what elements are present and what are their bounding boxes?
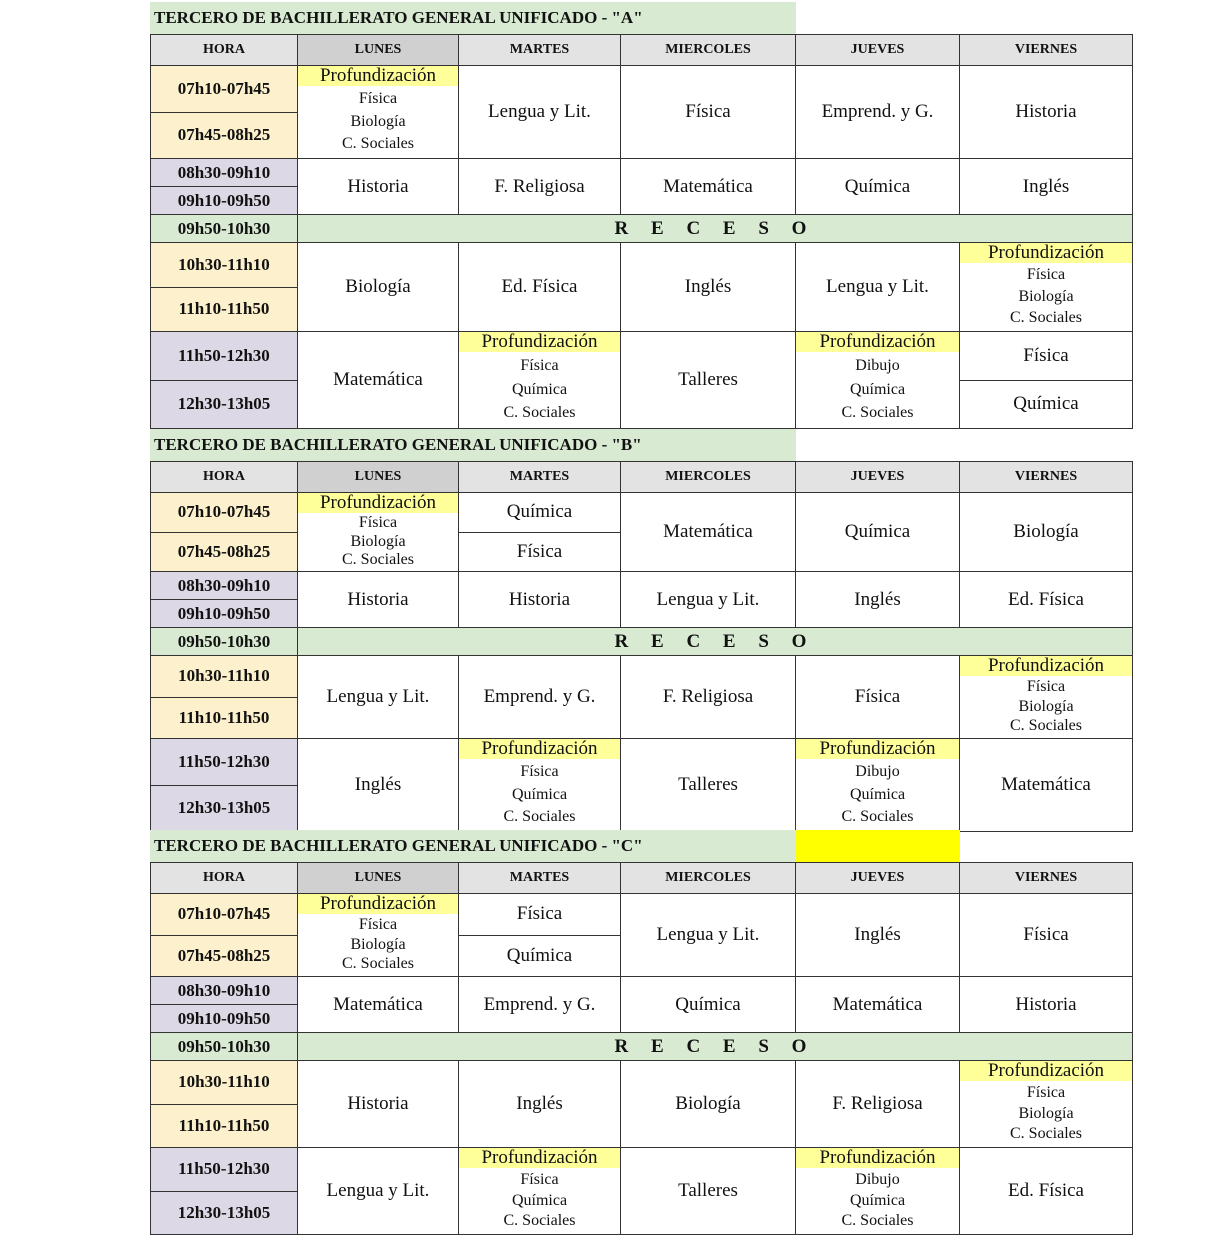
elective-option: C. Sociales [841,403,914,421]
time-slot: 11h50-12h30 [151,739,298,786]
class-cell: Historia [298,1061,459,1148]
elective-option: Dibujo [855,1170,900,1188]
class-cell: Matemática [298,332,459,429]
class-cell-profundizacion [298,894,459,977]
class-cell: Talleres [621,332,796,429]
timetable [150,34,1133,429]
elective-option: Biología [1018,287,1074,305]
day-header-martes: MARTES [459,863,621,894]
day-header-lunes: LUNES [298,863,459,894]
time-slot: 07h45-08h25 [151,532,298,572]
class-cell: Talleres [621,1148,796,1235]
class-cell-profundizacion [796,332,960,429]
class-cell: Ed. Física [960,1148,1133,1235]
class-cell: Emprend. y G. [459,977,621,1033]
timetable [150,461,1133,832]
class-cell: Física [960,894,1133,977]
schedule-title-row [150,429,1132,461]
class-cell: Inglés [960,159,1133,215]
class-cell: Ed. Física [459,243,621,332]
class-cell: Historia [298,572,459,628]
schedule-a [150,2,1132,429]
time-slot: 12h30-13h05 [151,1191,298,1235]
class-cell-profundizacion [459,332,621,429]
time-slot: 10h30-11h10 [151,1061,298,1105]
day-header-viernes: VIERNES [960,863,1133,894]
class-cell: Historia [298,159,459,215]
elective-option: C. Sociales [342,134,414,152]
hora-header: HORA [151,462,298,493]
class-cell: Matemática [960,739,1133,832]
time-slot: 07h10-07h45 [151,493,298,533]
time-slot: 09h50-10h30 [151,1033,298,1061]
class-cell: Biología [621,1061,796,1148]
time-slot: 08h30-09h10 [151,572,298,600]
time-slot: 08h30-09h10 [151,159,298,187]
time-slot: 12h30-13h05 [151,785,298,832]
day-header-lunes: LUNES [298,462,459,493]
day-header-jueves: JUEVES [796,35,960,66]
elective-option: Dibujo [855,357,900,375]
class-cell-profundizacion [298,493,459,572]
class-cell: Matemática [621,493,796,572]
elective-option: C. Sociales [503,807,576,825]
timetable [150,862,1133,1235]
time-slot: 07h45-08h25 [151,935,298,977]
class-cell: Química [796,159,960,215]
recess-row: R E C E S O [298,215,1133,243]
time-slot: 11h50-12h30 [151,1148,298,1192]
profundizacion-label: Profundización [298,894,458,914]
class-cell-profundizacion [960,656,1133,739]
elective-option: Física [520,1170,559,1188]
class-cell: Lengua y Lit. [621,572,796,628]
day-header-lunes: LUNES [298,35,459,66]
elective-option: C. Sociales [1010,717,1082,735]
elective-option: Biología [350,532,406,550]
schedule-c [150,830,1132,1235]
class-cell: Inglés [298,739,459,832]
class-cell: F. Religiosa [459,159,621,215]
class-cell-profundizacion [796,739,960,832]
elective-option: Química [849,380,906,398]
yellow-highlight-block [796,830,960,862]
class-cell-profundizacion [960,243,1133,332]
elective-option: Física [1026,677,1066,695]
elective-option: Química [849,1191,906,1209]
day-header-viernes: VIERNES [960,462,1133,493]
elective-option: Biología [350,112,406,130]
class-cell-profundizacion [459,1148,621,1235]
profundizacion-label: Profundización [298,66,458,86]
header-row [151,863,1133,894]
elective-option: Física [358,915,398,933]
profundizacion-label: Profundización [796,739,959,759]
class-cell: Inglés [459,1061,621,1148]
elective-option: C. Sociales [841,807,914,825]
elective-option: C. Sociales [342,955,414,973]
time-slot: 09h10-09h50 [151,600,298,628]
class-cell: Física [459,532,621,572]
elective-option: Biología [350,935,406,953]
class-cell: Emprend. y G. [796,66,960,159]
class-cell: Química [621,977,796,1033]
class-cell: Lengua y Lit. [298,1148,459,1235]
day-header-miercoles: MIERCOLES [621,462,796,493]
elective-option: C. Sociales [1010,308,1082,326]
class-cell-profundizacion [796,1148,960,1235]
time-slot: 10h30-11h10 [151,656,298,698]
schedule-title-row [150,2,1132,34]
elective-option: Física [358,513,398,531]
elective-option: C. Sociales [1010,1125,1082,1143]
elective-option: C. Sociales [503,403,576,421]
profundizacion-label: Profundización [796,1148,959,1168]
elective-option: Física [520,357,559,375]
class-cell-profundizacion [298,66,459,159]
elective-option: Química [511,380,568,398]
time-slot: 07h10-07h45 [151,894,298,936]
time-slot: 11h50-12h30 [151,332,298,381]
class-cell: Inglés [796,572,960,628]
header-row [151,462,1133,493]
elective-option: Física [358,90,398,108]
class-cell: Matemática [796,977,960,1033]
day-header-martes: MARTES [459,462,621,493]
time-slot: 11h10-11h50 [151,1104,298,1148]
class-cell: Historia [960,977,1133,1033]
class-cell: Química [960,380,1133,429]
day-header-viernes: VIERNES [960,35,1133,66]
elective-option: Dibujo [855,763,900,781]
class-cell: Inglés [621,243,796,332]
elective-option: Física [520,763,559,781]
class-cell-profundizacion [459,739,621,832]
time-slot: 09h50-10h30 [151,215,298,243]
class-cell: Lengua y Lit. [459,66,621,159]
class-cell: F. Religiosa [796,1061,960,1148]
time-slot: 09h50-10h30 [151,628,298,656]
class-cell: Física [459,894,621,936]
class-cell: Historia [459,572,621,628]
recess-row: R E C E S O [298,1033,1133,1061]
day-header-martes: MARTES [459,35,621,66]
profundizacion-label: Profundización [298,493,458,513]
header-row [151,35,1133,66]
time-slot: 09h10-09h50 [151,1005,298,1033]
elective-option: Física [1026,266,1066,284]
time-slot: 11h10-11h50 [151,697,298,739]
class-cell: Ed. Física [960,572,1133,628]
schedule-title-row [150,830,1132,862]
class-cell: Matemática [298,977,459,1033]
elective-option: C. Sociales [841,1212,914,1230]
time-slot: 12h30-13h05 [151,380,298,429]
day-header-miercoles: MIERCOLES [621,863,796,894]
elective-option: Física [1026,1083,1066,1101]
class-cell: Talleres [621,739,796,832]
class-cell: Biología [298,243,459,332]
elective-option: Biología [1018,1104,1074,1122]
schedule-title: TERCERO DE BACHILLERATO GENERAL UNIFICADO - "C" [150,830,796,862]
schedule-title: TERCERO DE BACHILLERATO GENERAL UNIFICADO - "B" [150,429,796,461]
recess-row: R E C E S O [298,628,1133,656]
elective-option: Química [511,785,568,803]
day-header-miercoles: MIERCOLES [621,35,796,66]
class-cell: Emprend. y G. [459,656,621,739]
day-header-jueves: JUEVES [796,863,960,894]
class-cell: Física [960,332,1133,381]
class-cell: Lengua y Lit. [621,894,796,977]
hora-header: HORA [151,35,298,66]
class-cell: Historia [960,66,1133,159]
profundizacion-label: Profundización [459,739,620,759]
time-slot: 08h30-09h10 [151,977,298,1005]
class-cell: F. Religiosa [621,656,796,739]
elective-option: C. Sociales [503,1212,576,1230]
class-cell: Inglés [796,894,960,977]
elective-option: Química [511,1191,568,1209]
time-slot: 07h10-07h45 [151,66,298,113]
time-slot: 11h10-11h50 [151,287,298,332]
class-cell: Lengua y Lit. [796,243,960,332]
class-cell: Física [621,66,796,159]
profundizacion-label: Profundización [960,656,1132,676]
time-slot: 09h10-09h50 [151,187,298,215]
schedule-title: TERCERO DE BACHILLERATO GENERAL UNIFICADO - "A" [150,2,796,34]
day-header-jueves: JUEVES [796,462,960,493]
hora-header: HORA [151,863,298,894]
class-cell: Química [459,493,621,533]
profundizacion-label: Profundización [459,332,620,352]
elective-option: Química [849,785,906,803]
class-cell: Matemática [621,159,796,215]
profundizacion-label: Profundización [459,1148,620,1168]
class-cell-profundizacion [960,1061,1133,1148]
time-slot: 10h30-11h10 [151,243,298,288]
profundizacion-label: Profundización [796,332,959,352]
class-cell: Biología [960,493,1133,572]
time-slot: 07h45-08h25 [151,112,298,159]
class-cell: Lengua y Lit. [298,656,459,739]
class-cell: Química [796,493,960,572]
class-cell: Física [796,656,960,739]
profundizacion-label: Profundización [960,1061,1132,1081]
elective-option: Biología [1018,697,1074,715]
class-cell: Química [459,935,621,977]
schedule-b [150,429,1132,832]
profundizacion-label: Profundización [960,243,1132,263]
elective-option: C. Sociales [342,551,414,569]
